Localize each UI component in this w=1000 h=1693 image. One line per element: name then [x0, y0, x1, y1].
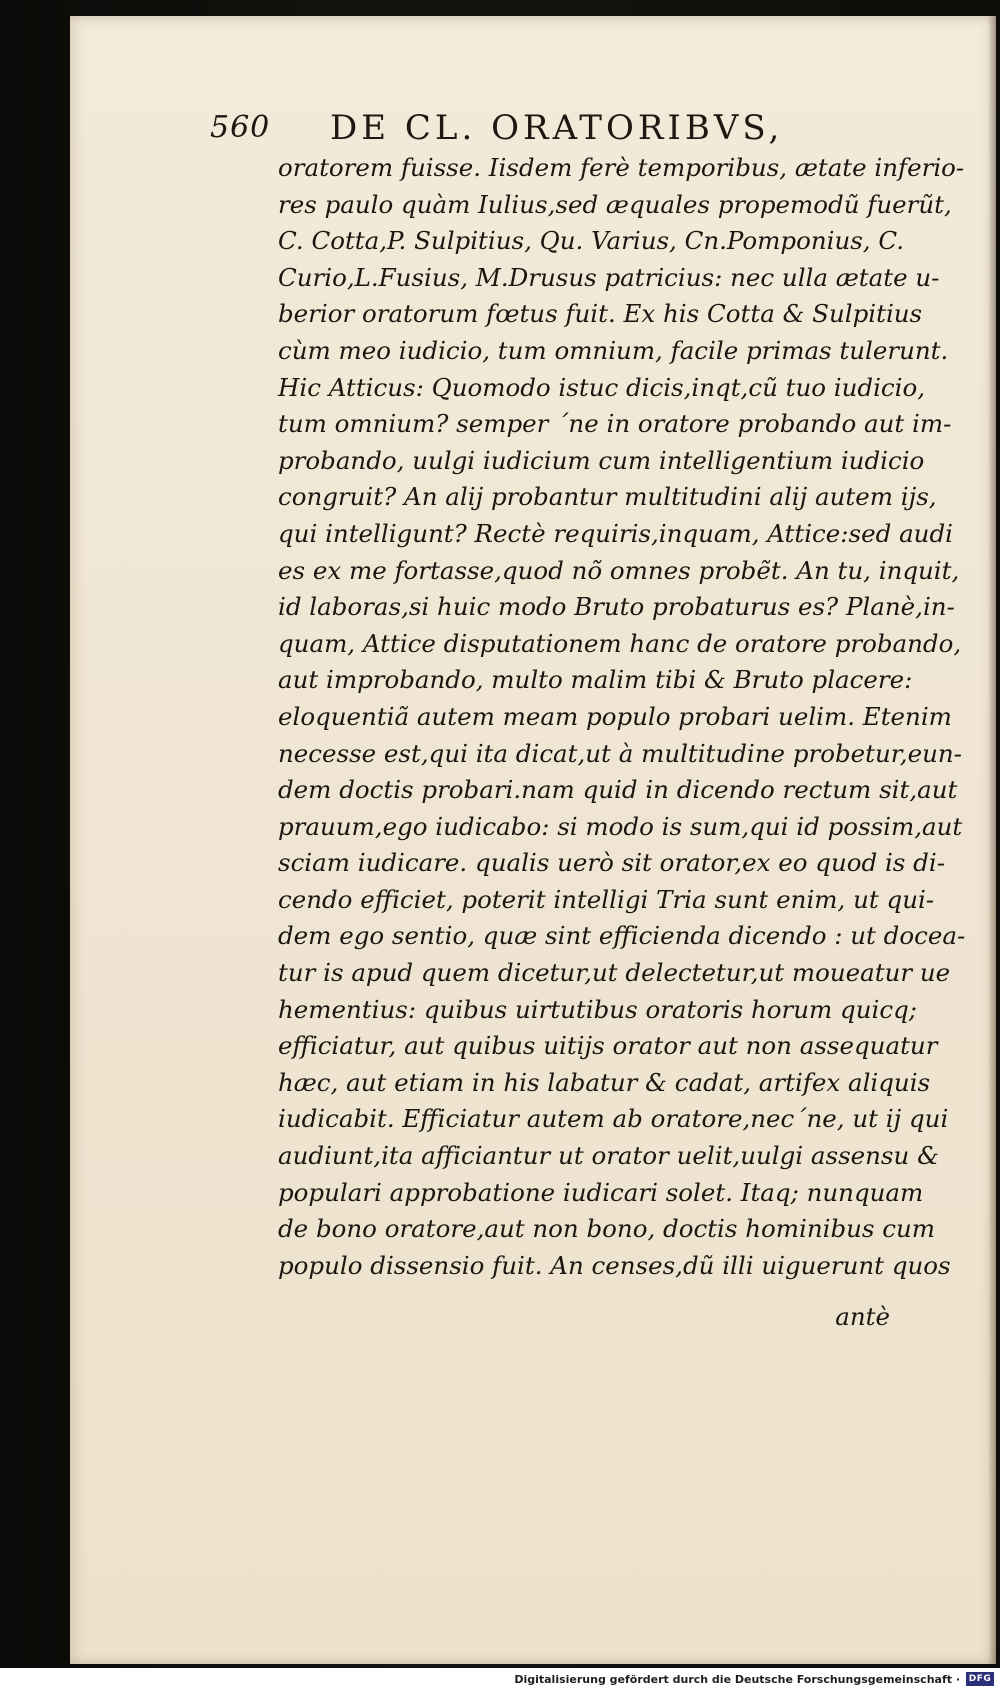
- running-title: DE CL. ORATORIBVS,: [330, 108, 784, 148]
- text-line: es ex me fortasse,quod nõ omnes probẽt. An tu, inquit,: [278, 555, 960, 585]
- text-line: populo dissensio fuit. An censes,dũ illi uiguerunt quos: [278, 1250, 951, 1280]
- text-line: dem doctis probari.nam quid in dicendo rectum sit,aut: [278, 775, 958, 805]
- text-line: berior oratorum fœtus fuit. Ex his Cotta & Sulpitius: [278, 299, 923, 329]
- text-line: populari approbatione iudicari solet. Itaq; nunquam: [278, 1177, 924, 1207]
- text-line: prauum,ego iudicabo: si modo is sum,qui id possim,aut: [278, 811, 963, 841]
- text-line: aut improbando, multo malim tibi & Bruto placere:: [278, 665, 913, 695]
- page-number: 560: [210, 110, 271, 145]
- digitization-footer: [0, 1668, 1000, 1693]
- text-line: C. Cotta,P. Sulpitius, Qu. Varius, Cn.Pomponius, C.: [278, 226, 905, 256]
- text-line: audiunt,ita afficiantur ut orator uelit,uulgi assensu &: [278, 1141, 939, 1171]
- text-line: eloquentiã autem meam populo probari uelim. Etenim: [278, 701, 952, 731]
- text-line: quam, Attice disputationem hanc de oratore probando,: [278, 628, 962, 658]
- catchword: antè: [835, 1302, 890, 1331]
- text-line: Hic Atticus: Quomodo istuc dicis,inqt,cũ tuo iudicio,: [278, 372, 926, 402]
- page-header: [210, 108, 930, 154]
- page-edge-shadow: [988, 16, 996, 1664]
- text-line: tur is apud quem dicetur,ut delectetur,ut moueatur ue: [278, 958, 951, 988]
- text-line: efficiatur, aut quibus uitijs orator aut non assequatur: [278, 1031, 938, 1061]
- text-line: hæc, aut etiam in his labatur & cadat, artifex aliquis: [278, 1067, 931, 1097]
- text-line: hementius: quibus uirtutibus oratoris horum quicq;: [278, 994, 918, 1024]
- text-line: qui intelligunt? Rectè requiris,inquam, Attice:sed audi: [278, 518, 953, 548]
- text-line: cendo efficiet, poterit intelligi Tria sunt enim, ut qui-: [278, 884, 935, 914]
- text-line: congruit? An alij probantur multitudini alij autem ijs,: [278, 482, 937, 512]
- text-line: probando, uulgi iudicium cum intelligentium iudicio: [278, 445, 925, 475]
- text-line: Curio,L.Fusius, M.Drusus patricius: nec ulla ætate u-: [278, 262, 940, 292]
- text-line: dem ego sentio, quæ sint efficienda dicendo : ut doceа-: [278, 921, 966, 951]
- body-text: [278, 150, 966, 1284]
- text-line: iudicabit. Efficiatur autem ab oratore,nec´ne, ut ij qui: [278, 1104, 949, 1134]
- text-line: sciam iudicare. qualis uerò sit orator,ex eo quod is di-: [278, 848, 945, 878]
- text-line: necesse est,qui ita dicat,ut à multitudine probetur,eun-: [278, 738, 962, 768]
- text-line: de bono oratore,aut non bono, doctis hominibus cum: [278, 1214, 936, 1244]
- text-line: id laboras,si huic modo Bruto probaturus es? Planè,in-: [278, 592, 955, 622]
- dfg-logo-icon: DFG: [966, 1672, 994, 1686]
- funding-credit: Digitalisierung gefördert durch die Deutsche Forschungsgemeinschaft ·: [514, 1673, 960, 1686]
- text-line: cùm meo iudicio, tum omnium, facile primas tulerunt.: [278, 335, 949, 365]
- text-line: tum omnium? semper ´ne in oratore probando aut im-: [278, 409, 952, 439]
- text-line: oratorem fuisse. Iisdem ferè temporibus, ætate inferio-: [278, 153, 965, 182]
- text-line: res paulo quàm Iulius,sed æquales propemodũ fuerũt,: [278, 189, 952, 219]
